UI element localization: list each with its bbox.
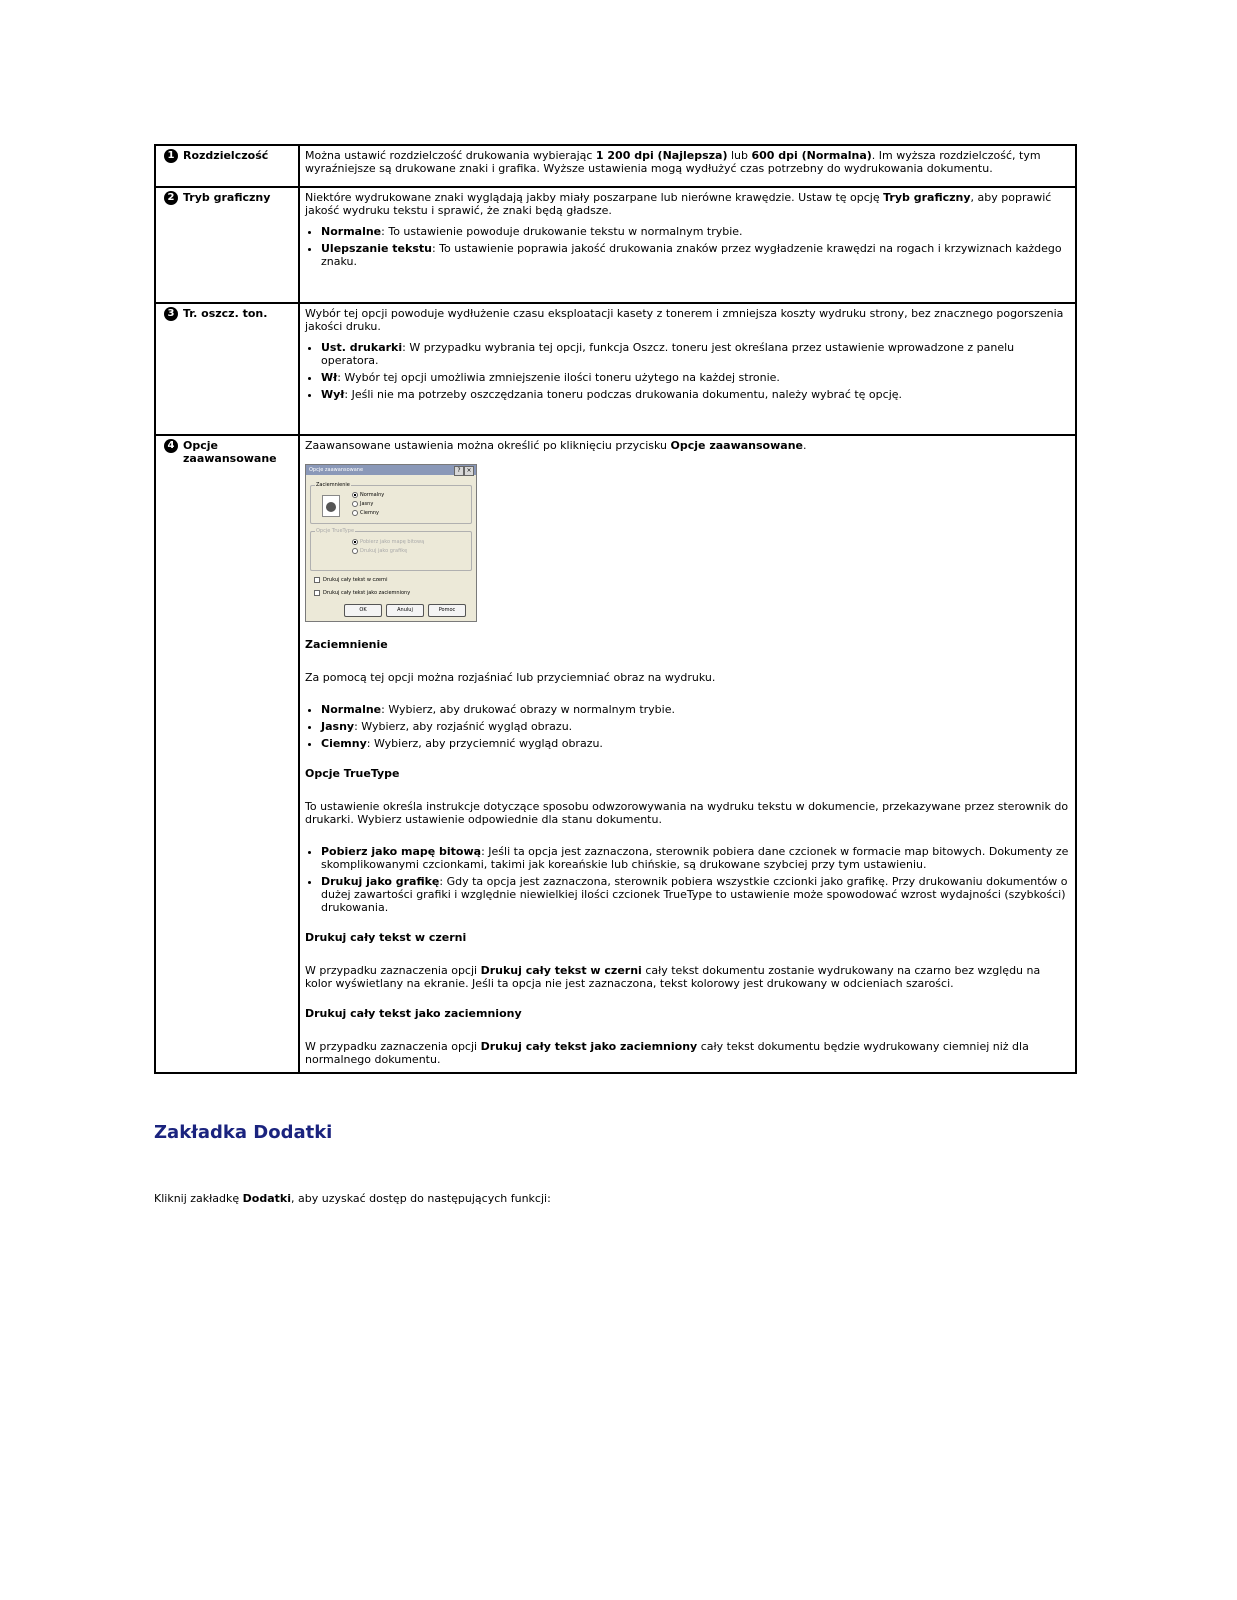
description-paragraph (305, 439, 1069, 452)
subsection-paragraph: Za pomocą tej opcji można rozjaśniać lub przyciemniać obraz na wydruku. (305, 671, 716, 684)
settings-table (154, 144, 1077, 1074)
option-term: Normalne (321, 703, 382, 716)
help-button: Pomoc (428, 604, 466, 617)
radio-normal: Normalny (352, 492, 384, 498)
number-badge: 4 (164, 439, 178, 453)
option-text: : Wybierz, aby rozjaśnić wygląd obrazu. (354, 720, 573, 733)
text-run: Kliknij zakładkę (154, 1192, 243, 1205)
subsection-title: Drukuj cały tekst w czerni (305, 931, 467, 944)
help-icon: ? (454, 466, 464, 476)
text-run: Wybór tej opcji powoduje wydłużenie czasu eksploatacji kasety z tonerem i zmniejsza koszty wydruku strony, bez znacznego pogorszenia jakości druku. (305, 307, 1064, 333)
intro-paragraph (154, 1192, 551, 1205)
radio-dark: Ciemny (352, 510, 379, 516)
bold-run: Drukuj cały tekst jako zaciemniony (480, 1040, 698, 1053)
option-term: Wł (321, 371, 338, 384)
document-icon (322, 495, 340, 517)
option-term: Ulepszanie tekstu (321, 242, 432, 255)
row-label: Tr. oszcz. ton. (183, 307, 268, 320)
list-item (321, 371, 1069, 384)
subsection-title: Drukuj cały tekst jako zaciemniony (305, 1007, 522, 1020)
option-list (305, 225, 1069, 268)
list-item (321, 341, 1069, 367)
subsection-title: Opcje TrueType (305, 767, 400, 780)
row-label: Tryb graficzny (183, 191, 271, 204)
label-cell (155, 303, 299, 435)
radio-light: Jasny (352, 501, 373, 507)
group-label: Zaciemnienie (316, 482, 350, 488)
bold-run: Tryb graficzny (883, 191, 971, 204)
text-run: Zaawansowane ustawienia można określić po kliknięciu przycisku (305, 439, 671, 452)
bold-run: Dodatki (242, 1192, 291, 1205)
description-cell (299, 435, 1076, 1073)
text-run: , aby uzyskać dostęp do następujących funkcji: (291, 1192, 551, 1205)
option-text: : To ustawienie poprawia jakość drukowania znaków przez wygładzenie krawędzi na rogach i krzywiznach każdego znaku. (321, 242, 1062, 268)
close-icon: × (464, 466, 474, 476)
description-paragraph (305, 191, 1069, 217)
bold-run: 1 200 dpi (Najlepsza) (595, 149, 728, 162)
option-term: Normalne (321, 225, 382, 238)
list-item (321, 720, 1069, 733)
row-label: Rozdzielczość (183, 149, 269, 162)
subsection-paragraph: To ustawienie określa instrukcje dotyczące sposobu odwzorowywania na wydruku tekstu w dokumencie, przekazywane przez sterownik do drukarki. Wybierz ustawienie odpowiednie dla stanu dokumentu. (305, 800, 1069, 826)
bold-run: Opcje zaawansowane (670, 439, 803, 452)
text-run: cały tekst dokumentu będzie wydrukowany ciemniej niż dla normalnego dokumentu. (305, 1040, 1029, 1066)
option-term: Ciemny (321, 737, 367, 750)
description-paragraph (305, 307, 1069, 333)
subsection-title: Zaciemnienie (305, 638, 388, 651)
dialog-title-bar (306, 465, 476, 475)
option-text: : W przypadku wybrania tej opcji, funkcja Oszcz. toneru jest określana przez ustawienie wprowadzone z panelu operatora. (321, 341, 1015, 367)
dialog-title: Opcje zaawansowane (309, 467, 364, 473)
option-text: : Jeśli ta opcja jest zaznaczona, sterownik pobiera dane czcionek w formacie map bitowych. Dokumenty ze skomplikowanymi czcionkami, takimi jak koreańskie lub chińskie, są drukowane szybciej przy tym ustawieniu. (321, 845, 1069, 871)
option-text: : Wybierz, aby przyciemnić wygląd obrazu. (366, 737, 603, 750)
subsection-paragraph (305, 1040, 1069, 1066)
number-badge: 1 (164, 149, 178, 163)
label-cell (155, 435, 299, 1073)
text-run: . Im wyższa rozdzielczość, tym wyraźniejsze są drukowane znaki i grafika. Wyższe ustawienia mogą wydłużyć czas potrzebny do wydrukowania dokumentu. (305, 149, 1041, 175)
label-cell (155, 145, 299, 187)
row-label: Opcje zaawansowane (183, 439, 277, 465)
description-cell (299, 145, 1076, 187)
list-item (321, 242, 1069, 268)
checkbox-darken-text: Drukuj cały tekst jako zaciemniony (314, 590, 410, 596)
table-row (155, 303, 1076, 435)
description-cell (299, 187, 1076, 303)
option-term: Wył (321, 388, 345, 401)
radio-bitmap: Pobierz jako mapę bitową (352, 539, 424, 545)
option-list (305, 341, 1069, 401)
radio-graphic: Drukuj jako grafikę (352, 548, 407, 554)
table-row (155, 435, 1076, 1073)
text-run: Niektóre wydrukowane znaki wyglądają jakby miały poszarpane lub nierówne krawędzie. Ustaw tę opcję (305, 191, 884, 204)
list-item (321, 703, 1069, 716)
text-run: W przypadku zaznaczenia opcji (305, 964, 481, 977)
description-cell (299, 303, 1076, 435)
option-term: Jasny (321, 720, 355, 733)
option-term: Ust. drukarki (321, 341, 403, 354)
text-run: Można ustawić rozdzielczość drukowania wybierając (305, 149, 596, 162)
text-run: lub (727, 149, 752, 162)
text-run: W przypadku zaznaczenia opcji (305, 1040, 481, 1053)
option-list (305, 703, 1069, 750)
cancel-button: Anuluj (386, 604, 424, 617)
text-run: cały tekst dokumentu zostanie wydrukowany na czarno bez względu na kolor wyświetlany na ekranie. Jeśli ta opcja nie jest zaznaczona, tekst kolorowy jest drukowany w odcieniach szarości. (305, 964, 1041, 990)
description-paragraph (305, 149, 1069, 175)
subsection-paragraph (305, 964, 1069, 990)
option-text: : Wybór tej opcji umożliwia zmniejszenie ilości toneru użytego na każdej stronie. (337, 371, 780, 384)
list-item (321, 388, 1069, 401)
table-row (155, 145, 1076, 187)
option-text: : To ustawienie powoduje drukowanie tekstu w normalnym trybie. (381, 225, 743, 238)
text-run: . (802, 439, 807, 452)
option-text: : Gdy ta opcja jest zaznaczona, sterownik pobiera wszystkie czcionki jako grafikę. Przy drukowaniu dokumentów o dużej zawartości grafiki i względnie niewielkiej ilości czcionek TrueType to ustawienie może spowodować wzrost wydajności (szybkości) drukowania. (321, 875, 1068, 914)
group-label: Opcje TrueType (316, 528, 355, 534)
option-text: : Jeśli nie ma potrzeby oszczędzania toneru podczas drukowania dokumentu, należy wybrać tę opcję. (344, 388, 903, 401)
list-item (321, 875, 1069, 914)
option-list (305, 845, 1069, 914)
checkbox-black-text: Drukuj cały tekst w czerni (314, 577, 388, 583)
option-term: Drukuj jako grafikę (321, 875, 440, 888)
option-text: : Wybierz, aby drukować obrazy w normalnym trybie. (381, 703, 675, 716)
list-item (321, 845, 1069, 871)
number-badge: 3 (164, 307, 178, 321)
number-badge: 2 (164, 191, 178, 205)
bold-run: 600 dpi (Normalna) (751, 149, 872, 162)
list-item (321, 737, 1069, 750)
table-row (155, 187, 1076, 303)
option-term: Pobierz jako mapę bitową (321, 845, 482, 858)
list-item (321, 225, 1069, 238)
label-cell (155, 187, 299, 303)
bold-run: Drukuj cały tekst w czerni (480, 964, 642, 977)
section-heading: Zakładka Dodatki (154, 1122, 333, 1143)
ok-button: OK (344, 604, 382, 617)
text-run: , aby poprawić jakość wydruku tekstu i sprawić, że znaki będą gładsze. (305, 191, 1052, 217)
advanced-options-dialog-screenshot (305, 464, 477, 622)
